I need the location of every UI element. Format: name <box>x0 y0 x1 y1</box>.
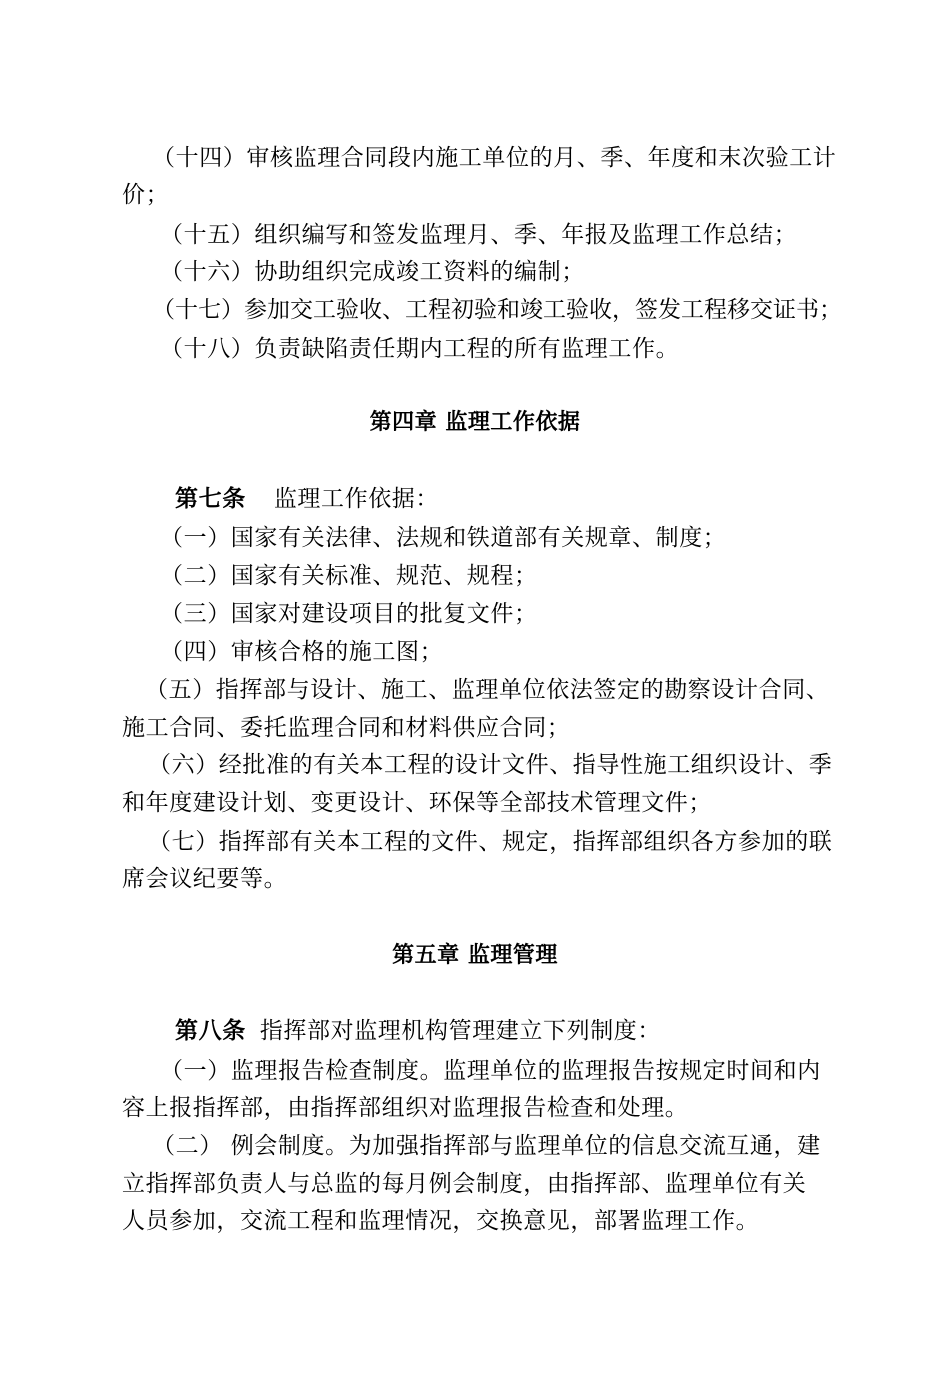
paragraph-line: （一）国家有关法律、法规和铁道部有关规章、制度； <box>160 525 727 551</box>
paragraph-line: 价； <box>122 182 170 208</box>
paragraph-line: （十八）负责缺陷责任期内工程的所有监理工作。 <box>160 336 680 362</box>
paragraph-line: 人员参加，交流工程和监理情况，交换意见，部署监理工作。 <box>122 1208 760 1234</box>
chapter-4-title: 第四章 监理工作依据 <box>369 410 581 435</box>
paragraph-line: 立指挥部负责人与总监的每月例会制度，由指挥部、监理单位有关 <box>122 1171 807 1197</box>
article-8 <box>175 1016 661 1046</box>
article-8-label: 第八条 <box>175 1018 246 1044</box>
paragraph-line: （六）经批准的有关本工程的设计文件、指导性施工组织设计、季 <box>148 752 833 778</box>
paragraph-line: （四）审核合格的施工图； <box>160 639 444 665</box>
paragraph-line: （十七）参加交工验收、工程初验和竣工验收，签发工程移交证书； <box>152 297 842 323</box>
paragraph-line: （五）指挥部与设计、施工、监理单位依法签定的勘察设计合同、 <box>145 677 830 703</box>
paragraph-line: （三）国家对建设项目的批复文件； <box>160 601 538 627</box>
article-7 <box>175 484 439 514</box>
paragraph-line: （十六）协助组织完成竣工资料的编制； <box>160 259 585 285</box>
paragraph-line: 席会议纪要等。 <box>122 866 288 892</box>
paragraph-line: （十四）审核监理合同段内施工单位的月、季、年度和末次验工计 <box>152 145 837 171</box>
paragraph-line: （十五）组织编写和签发监理月、季、年报及监理工作总结； <box>160 222 798 248</box>
paragraph-line: （一）监理报告检查制度。监理单位的监理报告按规定时间和内 <box>160 1058 821 1084</box>
paragraph-line: 和年度建设计划、变更设计、环保等全部技术管理文件； <box>122 790 712 816</box>
paragraph-line: 施工合同、委托监理合同和材料供应合同； <box>122 715 571 741</box>
paragraph-line: （二） 例会制度。为加强指挥部与监理单位的信息交流互通，建 <box>152 1133 821 1159</box>
article-8-text: 指挥部对监理机构管理建立下列制度： <box>259 1018 662 1044</box>
paragraph-line: 容上报指挥部，由指挥部组织对监理报告检查和处理。 <box>122 1095 689 1121</box>
chapter-5-title: 第五章 监理管理 <box>392 943 558 968</box>
article-7-label: 第七条 <box>175 486 246 512</box>
paragraph-line: （七）指挥部有关本工程的文件、规定，指挥部组织各方参加的联 <box>148 829 833 855</box>
paragraph-line: （二）国家有关标准、规范、规程； <box>160 563 538 589</box>
article-7-text: 监理工作依据： <box>273 486 440 512</box>
